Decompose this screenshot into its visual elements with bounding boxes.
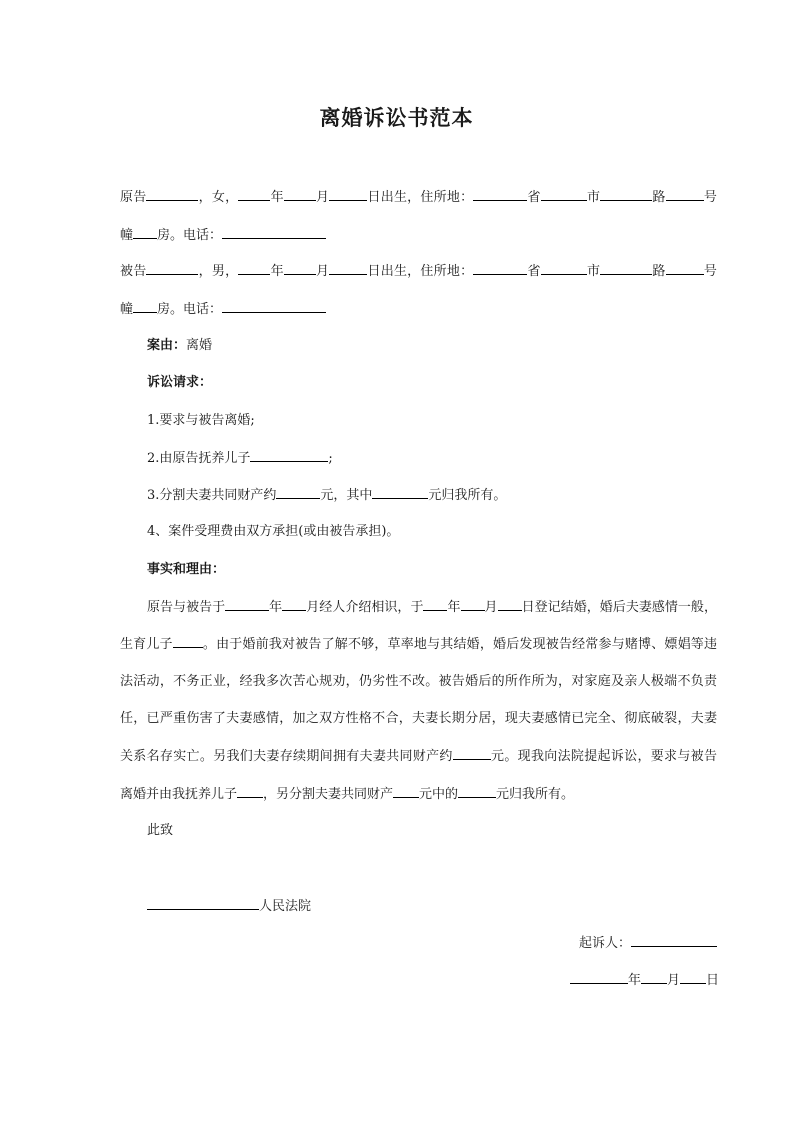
text: 月经人介绍相识，于 — [306, 600, 424, 615]
claims-heading: 诉讼请求： — [147, 375, 213, 390]
blank-province[interactable] — [473, 261, 527, 275]
blank-road[interactable] — [600, 187, 652, 201]
facts-line-3: 法活动，不务正业，经我多次苦心规劝，仍劣性不改。被告婚后的所作所为，对家庭及亲人极端不负责 — [120, 674, 717, 689]
blank-amount[interactable] — [393, 784, 419, 798]
defendant-line-1 — [120, 261, 717, 282]
closing: 此致 — [147, 823, 174, 838]
text: 年 — [270, 264, 284, 279]
blank-day[interactable] — [498, 597, 522, 611]
facts-line-6 — [120, 784, 574, 805]
text: 月 — [315, 264, 330, 279]
text: 市 — [586, 264, 601, 279]
text: 房。电话： — [157, 302, 223, 317]
blank-name[interactable] — [146, 261, 198, 275]
text: 元归我所有。 — [496, 787, 575, 802]
blank-year[interactable] — [238, 261, 270, 275]
text: 日出生，住所地： — [367, 264, 474, 279]
text: 路 — [652, 264, 666, 279]
text: 年 — [269, 600, 283, 615]
blank-year[interactable] — [225, 597, 269, 611]
facts-line-2 — [120, 634, 717, 655]
blank-son[interactable] — [173, 634, 203, 648]
blank-son[interactable] — [237, 784, 263, 798]
text: 号 — [703, 264, 717, 279]
text: 市 — [586, 190, 601, 205]
blank-number[interactable] — [666, 261, 704, 275]
text: ，男， — [198, 264, 239, 279]
court-line — [147, 896, 311, 917]
text: ，女， — [198, 190, 239, 205]
signer-label: 起诉人： — [578, 936, 631, 951]
text: 年 — [270, 190, 284, 205]
blank-province[interactable] — [473, 187, 527, 201]
cause-label: 案由： — [147, 338, 187, 353]
text: 月 — [484, 600, 498, 615]
claim-3 — [147, 485, 506, 506]
claim-1: 1.要求与被告离婚; — [147, 413, 255, 428]
text: 年 — [627, 973, 641, 988]
text: 元中的 — [419, 787, 459, 802]
text: 3.分割夫妻共同财产约 — [147, 488, 277, 503]
facts-heading: 事实和理由： — [147, 562, 226, 577]
text: ; — [328, 451, 333, 466]
blank-year[interactable] — [423, 597, 447, 611]
blank-year[interactable] — [238, 187, 270, 201]
plaintiff-line-2 — [120, 225, 326, 246]
text: 省 — [527, 190, 541, 205]
blank-day[interactable] — [329, 261, 367, 275]
blank-phone[interactable] — [222, 299, 326, 313]
blank-amount[interactable] — [372, 485, 428, 499]
text: 元归我所有。 — [428, 488, 507, 503]
text: 被告 — [120, 264, 147, 279]
blank-day[interactable] — [329, 187, 367, 201]
court-label: 人民法院 — [259, 899, 312, 914]
blank-number[interactable] — [666, 187, 704, 201]
blank-amount[interactable] — [276, 485, 320, 499]
blank-city[interactable] — [541, 187, 587, 201]
text: 月 — [666, 973, 680, 988]
facts-line-1 — [147, 597, 717, 618]
text: 日 — [705, 973, 719, 988]
blank-building[interactable] — [133, 299, 157, 313]
text: 。由于婚前我对被告了解不够，草率地与其结婚，婚后发现被告经常参与赌博、嫖娼等违 — [202, 637, 717, 652]
blank-month[interactable] — [641, 970, 667, 984]
blank-name[interactable] — [146, 187, 198, 201]
blank-building[interactable] — [133, 225, 157, 239]
text: 2.由原告抚养儿子 — [147, 451, 251, 466]
blank-month[interactable] — [282, 597, 306, 611]
text: 号 — [703, 190, 717, 205]
text: 省 — [527, 264, 541, 279]
document-title: 离婚诉讼书范本 — [319, 106, 474, 130]
text: 原告与被告于 — [147, 600, 226, 615]
text: 房。电话： — [157, 228, 223, 243]
blank-city[interactable] — [541, 261, 587, 275]
defendant-line-2 — [120, 299, 326, 320]
blank-month[interactable] — [461, 597, 485, 611]
blank-phone[interactable] — [222, 225, 326, 239]
text: 年 — [447, 600, 461, 615]
text: 日出生，住所地： — [367, 190, 474, 205]
text: 生育儿子 — [120, 637, 173, 652]
text: 路 — [652, 190, 666, 205]
plaintiff-line-1 — [120, 187, 717, 208]
claim-2 — [147, 448, 333, 469]
text: 原告 — [120, 190, 147, 205]
text: 月 — [315, 190, 330, 205]
cause-value: 离婚 — [186, 338, 213, 353]
blank-amount[interactable] — [453, 746, 491, 760]
text: 元。现我向法院提起诉讼，要求与被告 — [490, 749, 717, 764]
blank-son[interactable] — [250, 448, 328, 462]
blank-year[interactable] — [570, 970, 628, 984]
text: 幢 — [120, 302, 134, 317]
text: 关系名存实亡。另我们夫妻存续期间拥有夫妻共同财产约 — [120, 749, 453, 764]
blank-court[interactable] — [147, 896, 259, 910]
date-line — [570, 970, 719, 991]
blank-day[interactable] — [680, 970, 706, 984]
facts-line-5 — [120, 746, 717, 767]
signer-line — [579, 933, 717, 954]
cause-line — [147, 336, 212, 356]
text: 离婚并由我抚养儿子 — [120, 787, 238, 802]
blank-signer[interactable] — [631, 933, 717, 947]
blank-amount[interactable] — [458, 784, 496, 798]
text: 幢 — [120, 228, 134, 243]
claim-4: 4、案件受理费由双方承担(或由被告承担)。 — [147, 524, 400, 539]
text: 元，其中 — [320, 488, 373, 503]
text: 日登记结婚，婚后夫妻感情一般， — [521, 600, 717, 615]
blank-road[interactable] — [600, 261, 652, 275]
facts-line-4: 任，已严重伤害了夫妻感情，加之双方性格不合，夫妻长期分居，现夫妻感情已完全、彻底破裂，夫妻 — [120, 711, 717, 726]
blank-month[interactable] — [284, 187, 316, 201]
blank-month[interactable] — [284, 261, 316, 275]
text: ，另分割夫妻共同财产 — [263, 787, 394, 802]
